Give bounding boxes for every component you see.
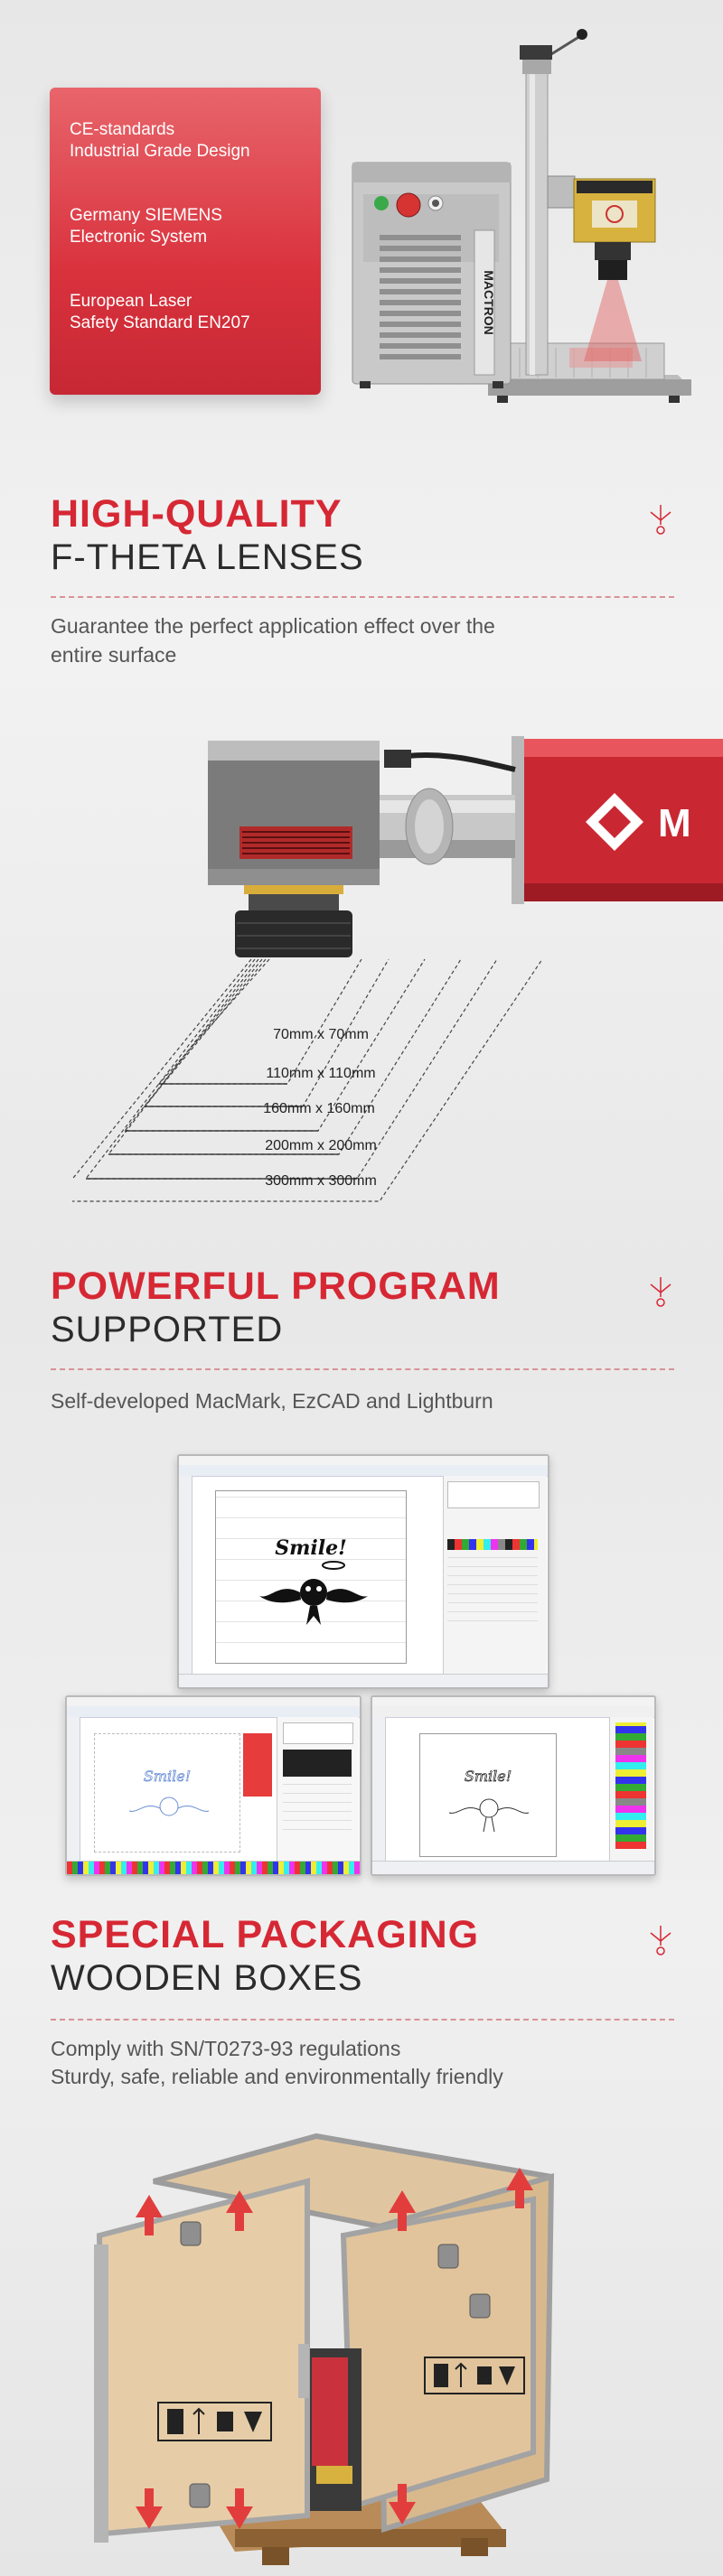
smile-artwork bbox=[216, 1491, 406, 1663]
field-size-label: 300mm x 300mm bbox=[265, 1173, 377, 1189]
description-line: entire surface bbox=[51, 643, 177, 667]
property-panel bbox=[443, 1476, 547, 1675]
section-divider bbox=[51, 2019, 674, 2021]
feature-line: Electronic System bbox=[70, 228, 208, 247]
description-line: Guarantee the perfect application effect over the bbox=[51, 614, 495, 638]
lightburn-screenshot bbox=[371, 1695, 656, 1876]
work-canvas bbox=[94, 1733, 240, 1853]
feature-line: Industrial Grade Design bbox=[70, 142, 250, 161]
feature-ce bbox=[70, 119, 250, 163]
section-description: Self-developed MacMark, EzCAD and Lightburn bbox=[51, 1389, 493, 1413]
field-size-label: 160mm x 160mm bbox=[263, 1101, 375, 1116]
tool-palette bbox=[67, 1717, 80, 1862]
program-section bbox=[51, 1265, 674, 1445]
tool-palette bbox=[179, 1476, 192, 1675]
hero-section bbox=[0, 0, 723, 434]
macmark-screenshot bbox=[177, 1454, 549, 1689]
laser-mark-icon bbox=[647, 503, 674, 537]
work-canvas bbox=[215, 1490, 407, 1664]
work-canvas bbox=[419, 1733, 557, 1857]
feature-line: CE-standards bbox=[70, 120, 175, 139]
field-size-label: 70mm x 70mm bbox=[273, 1027, 369, 1042]
wooden-box-illustration bbox=[81, 2127, 587, 2570]
feature-line: Safety Standard EN207 bbox=[70, 313, 250, 332]
section-description bbox=[51, 611, 495, 669]
head-brand-letter: M bbox=[658, 801, 691, 845]
artwork-text: Smile! bbox=[275, 1536, 347, 1560]
section-title: POWERFUL PROGRAM bbox=[51, 1265, 501, 1308]
section-subtitle: F-THETA LENSES bbox=[51, 537, 364, 577]
smile-artwork-outline bbox=[420, 1734, 556, 1856]
section-divider bbox=[51, 1368, 674, 1370]
feature-card bbox=[50, 88, 321, 395]
tool-palette bbox=[372, 1717, 386, 1862]
ezcad-screenshot bbox=[65, 1695, 362, 1876]
field-size-label: 110mm x 110mm bbox=[266, 1066, 376, 1081]
laser-machine-illustration bbox=[343, 18, 705, 406]
smile-artwork-outline bbox=[95, 1734, 239, 1852]
section-title: HIGH-QUALITY bbox=[51, 492, 343, 536]
description-line: Comply with SN/T0273-93 regulations bbox=[51, 2037, 401, 2060]
laser-mark-icon bbox=[647, 1924, 674, 1958]
status-bar bbox=[179, 1674, 548, 1687]
section-title: SPECIAL PACKAGING bbox=[51, 1913, 480, 1956]
description-line: Sturdy, safe, reliable and environmentally friendly bbox=[51, 2065, 503, 2088]
feature-safety bbox=[70, 291, 250, 334]
artwork-text: Smile! bbox=[143, 1768, 192, 1785]
feature-line: European Laser bbox=[70, 292, 192, 311]
feature-line: Germany SIEMENS bbox=[70, 206, 222, 225]
packaging-section bbox=[51, 1913, 674, 2112]
section-subtitle: SUPPORTED bbox=[51, 1310, 284, 1349]
artwork-text: Smile! bbox=[464, 1768, 512, 1785]
property-panel bbox=[277, 1717, 359, 1862]
color-panel bbox=[609, 1717, 653, 1862]
machine-brand-label: MACTRON bbox=[482, 270, 496, 335]
feature-siemens bbox=[70, 205, 222, 248]
section-divider bbox=[51, 596, 674, 598]
section-subtitle: WOODEN BOXES bbox=[51, 1958, 363, 1998]
status-bar bbox=[372, 1861, 654, 1874]
color-bar bbox=[67, 1861, 360, 1874]
laser-mark-icon bbox=[647, 1275, 674, 1310]
field-size-label: 200mm x 200mm bbox=[265, 1138, 377, 1153]
section-description bbox=[51, 2035, 503, 2091]
